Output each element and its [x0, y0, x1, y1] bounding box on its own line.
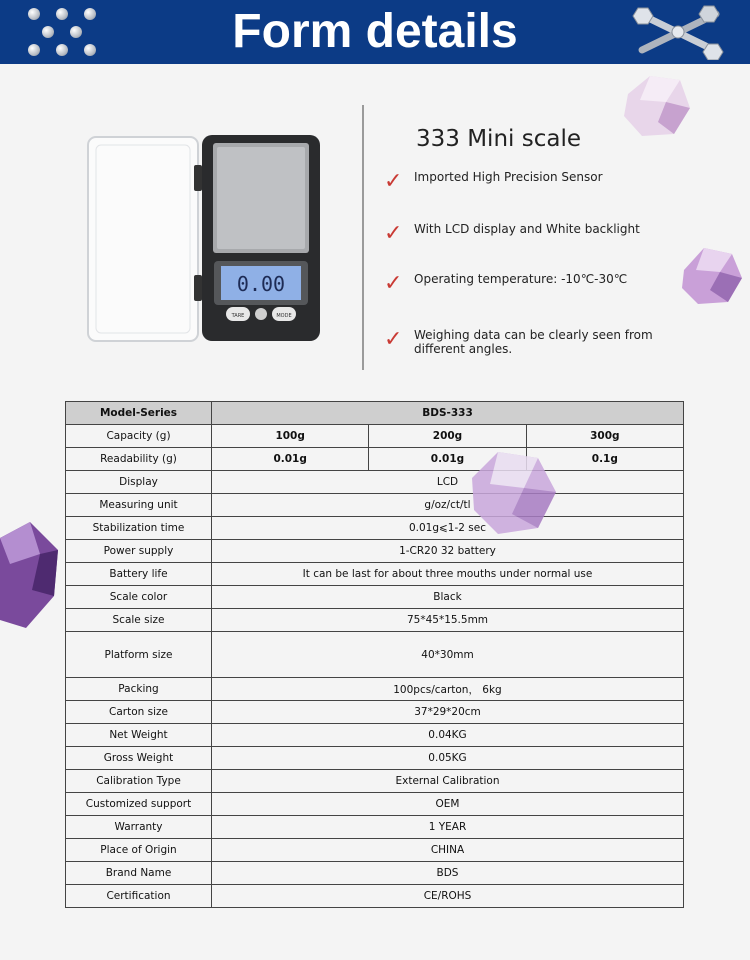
table-row — [66, 425, 684, 448]
cell-label: Certification — [66, 885, 212, 908]
cell-label: Model-Series — [66, 402, 212, 425]
table-row — [66, 724, 684, 747]
lcd-reading: 0.00 — [236, 272, 286, 296]
page-title: Form details — [232, 5, 518, 58]
table-row — [66, 747, 684, 770]
cell-value: 1-CR20 32 battery — [212, 540, 684, 563]
cell-label: Battery life — [66, 563, 212, 586]
crystal-decoration — [680, 244, 746, 310]
cell-value: 0.05KG — [212, 747, 684, 770]
header-banner — [0, 0, 750, 64]
cell-value: 300g — [526, 425, 683, 448]
table-row — [66, 632, 684, 678]
cell-label: Calibration Type — [66, 770, 212, 793]
table-row — [66, 770, 684, 793]
cell-label: Scale color — [66, 586, 212, 609]
feature-text: Weighing data can be clearly seen from different angles. — [414, 328, 653, 356]
cell-label: Display — [66, 471, 212, 494]
cell-value: Black — [212, 586, 684, 609]
table-row — [66, 471, 684, 494]
cell-value: 0.01g⩽1-2 sec — [212, 517, 684, 540]
cell-label: Scale size — [66, 609, 212, 632]
cell-value: 200g — [369, 425, 526, 448]
cell-value: 0.1g — [526, 448, 683, 471]
table-row — [66, 540, 684, 563]
check-icon: ✓ — [384, 326, 403, 351]
table-row — [66, 586, 684, 609]
table-row — [66, 839, 684, 862]
cell-label: Measuring unit — [66, 494, 212, 517]
cell-value: g/oz/ct/tl — [212, 494, 684, 517]
cell-label: Net Weight — [66, 724, 212, 747]
cell-value: 100g — [212, 425, 369, 448]
cell-label: Place of Origin — [66, 839, 212, 862]
scale-product-image — [86, 135, 322, 345]
cell-label: Brand Name — [66, 862, 212, 885]
feature-text: Operating temperature: -10℃-30℃ — [414, 272, 628, 286]
table-row — [66, 678, 684, 701]
cell-value: It can be last for about three mouths under normal use — [212, 563, 684, 586]
cell-label: Warranty — [66, 816, 212, 839]
crystal-decoration — [468, 448, 560, 538]
cell-label: Capacity (g) — [66, 425, 212, 448]
cell-value: 100pcs/carton， 6kg — [212, 678, 684, 701]
cell-label: Power supply — [66, 540, 212, 563]
cell-value: 1 YEAR — [212, 816, 684, 839]
cell-label: Customized support — [66, 793, 212, 816]
table-row — [66, 885, 684, 908]
cell-value: External Calibration — [212, 770, 684, 793]
cell-value: CHINA — [212, 839, 684, 862]
cell-value: 0.01g — [212, 448, 369, 471]
check-icon: ✓ — [384, 270, 403, 295]
feature-text: With LCD display and White backlight — [414, 222, 640, 236]
cell-label: Stabilization time — [66, 517, 212, 540]
cell-label: Packing — [66, 678, 212, 701]
cell-value: 75*45*15.5mm — [212, 609, 684, 632]
crystal-decoration — [0, 520, 62, 632]
table-row — [66, 494, 684, 517]
cell-value: BDS — [212, 862, 684, 885]
cell-value: 40*30mm — [212, 632, 684, 678]
tare-button-label: TARE — [231, 313, 245, 319]
table-row — [66, 701, 684, 724]
table-row — [66, 448, 684, 471]
table-row — [66, 793, 684, 816]
cell-value: 0.04KG — [212, 724, 684, 747]
table-row — [66, 862, 684, 885]
table-row — [66, 563, 684, 586]
feature-text: Imported High Precision Sensor — [414, 170, 603, 184]
check-icon: ✓ — [384, 220, 403, 245]
cell-label: Platform size — [66, 632, 212, 678]
cell-value: BDS-333 — [212, 402, 684, 425]
mode-button-label: MODE — [276, 313, 292, 319]
cell-value: 0.01g — [369, 448, 526, 471]
cell-label: Carton size — [66, 701, 212, 724]
vertical-divider — [362, 105, 364, 370]
model-title: 333 Mini scale — [416, 126, 581, 152]
cell-value: LCD — [212, 471, 684, 494]
cell-label: Readability (g) — [66, 448, 212, 471]
crystal-decoration — [622, 72, 694, 142]
table-row — [66, 609, 684, 632]
cell-value: OEM — [212, 793, 684, 816]
table-row — [66, 517, 684, 540]
table-row — [66, 402, 684, 425]
spec-table — [65, 401, 684, 908]
cell-label: Gross Weight — [66, 747, 212, 770]
cell-value: CE/ROHS — [212, 885, 684, 908]
table-row — [66, 816, 684, 839]
cell-value: 37*29*20cm — [212, 701, 684, 724]
check-icon: ✓ — [384, 168, 403, 193]
bolts-decoration-icon — [632, 4, 724, 60]
